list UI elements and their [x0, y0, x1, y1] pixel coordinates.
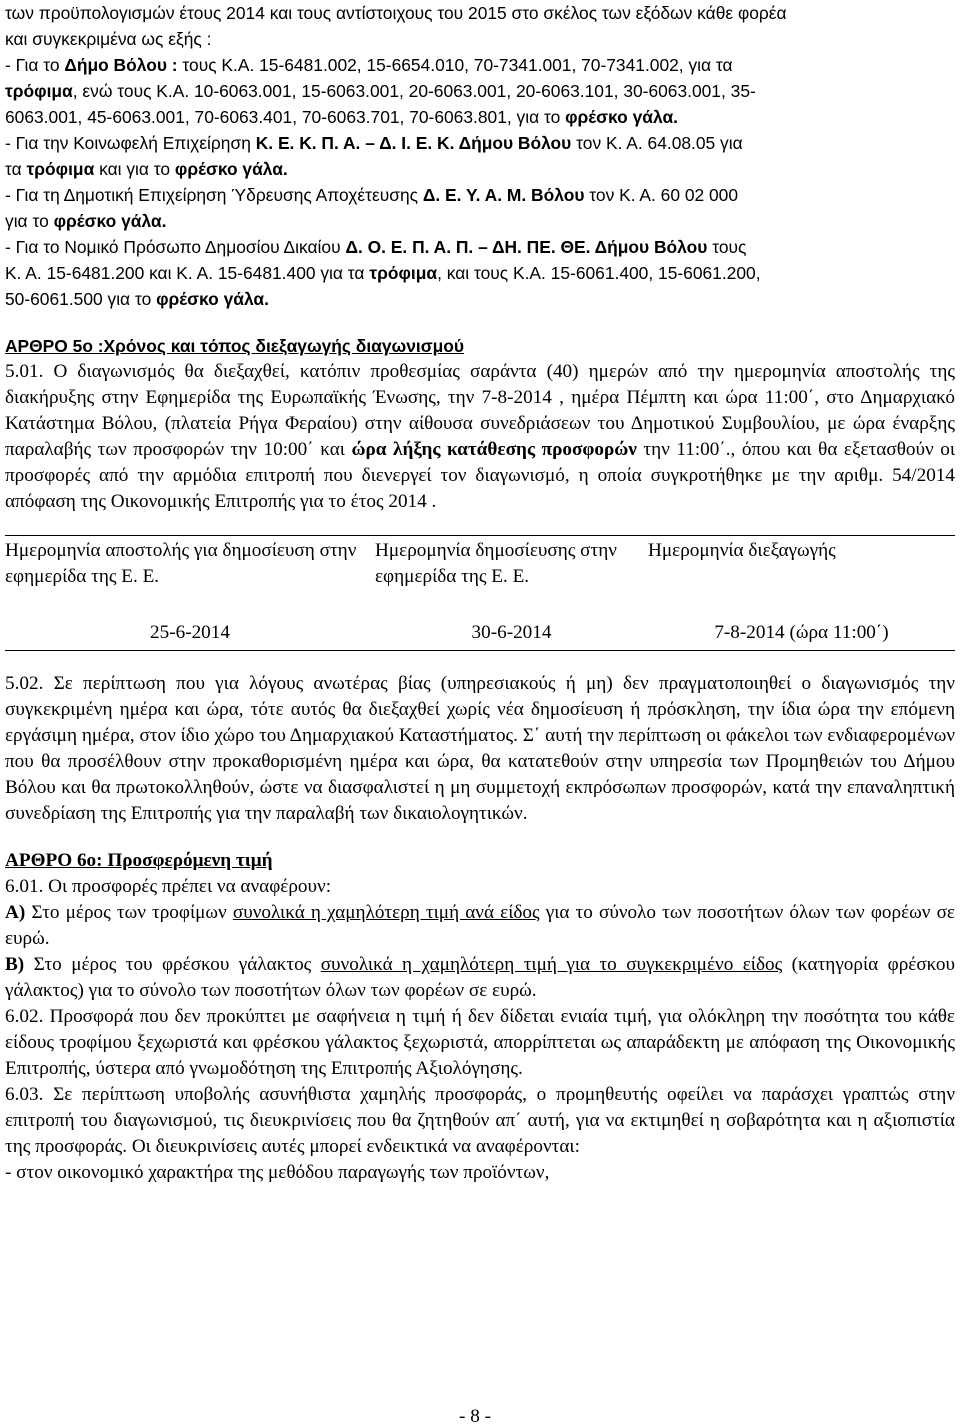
table-header: Ημερομηνία δημοσίευσης στην εφημερίδα της Ε. Ε.	[375, 536, 648, 591]
text-line: Κ. Α. 15-6481.200 και Κ. Α. 15-6481.400 για τα τρόφιμα, και τους Κ.Α. 15-6061.400, 15-6061.200,	[5, 263, 761, 283]
text-line: τα τρόφιμα και για το φρέσκο γάλα.	[5, 159, 288, 179]
text-line: - Για το Δήμο Βόλου : τους Κ.Α. 15-6481.002, 15-6654.010, 70-7341.001, 70-7341.002, για τα	[5, 55, 733, 75]
table-cell: 30-6-2014	[375, 590, 648, 651]
item-a: Α) Στο μέρος των τροφίμων συνολικά η χαμηλότερη τιμή ανά είδος για το σύνολο των ποσοτήτων όλων των φορέων σε ευρώ.	[5, 902, 955, 949]
table-cell: 7-8-2014 (ώρα 11:00΄)	[648, 590, 955, 651]
text-line: και συγκεκριμένα ως εξής :	[5, 29, 212, 49]
text-line: - Για το Νομικό Πρόσωπο Δημοσίου Δικαίου Δ. Ο. Ε. Π. Α. Π. – ΔΗ. ΠΕ. ΘΕ. Δήμου Βόλου τους	[5, 237, 747, 257]
article-6	[5, 848, 955, 1186]
dates-table	[5, 535, 955, 651]
text-line: των προϋπολογισμών έτους 2014 και τους αντίστοιχους του 2015 στο σκέλος των εξόδων κάθε φορέα	[5, 3, 787, 23]
table-header: Ημερομηνία αποστολής για δημοσίευση στην εφημερίδα της Ε. Ε.	[5, 536, 375, 591]
paragraph-6-02: 6.02. Προσφορά που δεν προκύπτει με σαφήνεια η τιμή ή δεν δίδεται ενιαία τιμή, για ολόκληρη την ποσότητα του κάθε είδους τροφίμου ξεχωριστά και φρέσκου γάλακτος ξεχωριστά, απορρίπτεται ως απαράδεκτη με απόφαση της Οικονομικής Επιτροπής, ύστερα από γνωμοδότηση της Επιτροπής Αξιολόγησης.	[5, 1006, 955, 1079]
article-5-heading: ΑΡΘΡΟ 5ο :Χρόνος και τόπος διεξαγωγής διαγωνισμού	[5, 336, 465, 356]
text-line: - Για την Κοινωφελή Επιχείρηση Κ. Ε. Κ. Π. Α. – Δ. Ι. Ε. Κ. Δήμου Βόλου τον Κ. Α. 64.08.05 για	[5, 133, 743, 153]
document-page	[5, 0, 955, 1186]
item-b: Β) Στο μέρος του φρέσκου γάλακτος συνολικά η χαμηλότερη τιμή για το συγκεκριμένο είδος (κατηγορία φρέσκου γάλακτος) για το σύνολο των ποσοτήτων όλων των φορέων σε ευρώ.	[5, 954, 956, 1001]
paragraph-last: - στον οικονομικό χαρακτήρα της μεθόδου παραγωγής των προϊόντων,	[5, 1162, 550, 1183]
page-number: - 8 -	[459, 1406, 491, 1427]
text-line: 6063.001, 45-6063.001, 70-6063.401, 70-6063.701, 70-6063.801, για το φρέσκο γάλα.	[5, 107, 678, 127]
table-cell: 25-6-2014	[5, 590, 375, 651]
paragraph-6-03: 6.03. Σε περίπτωση υποβολής ασυνήθιστα χαμηλής προσφοράς, ο προμηθευτής οφείλει να παράσχει γραπτώς στην επιτροπή του διαγωνισμού, τις διευκρινίσεις που θα ζητηθούν απ΄ αυτή, για να εκτιμηθεί η σοβαρότητα και η αξιοπιστία της προσφοράς. Οι διευκρινίσεις αυτές μπορεί ενδεικτικά να αναφέρονται:	[5, 1084, 955, 1157]
budget-lines	[5, 0, 955, 312]
article-6-heading: ΑΡΘΡΟ 6ο: Προσφερόμενη τιμή	[5, 850, 273, 871]
text-line: 50-6061.500 για το φρέσκο γάλα.	[5, 289, 269, 309]
table-header: Ημερομηνία διεξαγωγής	[648, 536, 955, 591]
paragraph-5-01: 5.01. Ο διαγωνισμός θα διεξαχθεί, κατόπιν προθεσμίας σαράντα (40) ημερών από την ημερομηνία αποστολής της διακήρυξης στην Εφημερίδα της Ευρωπαϊκής Ένωσης, την 7-8-2014 , ημέρα Πέμπτη και ώρα 11:00΄, στο Δημαρχιακό Κατάστημα Βόλου, (πλατεία Ρήγα Φεραίου) στην αίθουσα συνεδριάσεων του Δημοτικού Συμβουλίου, με ώρα έναρξης παραλαβής των προσφορών την 10:00΄ και ώρα λήξης κατάθεσης προσφορών την 11:00΄., όπου και θα εξετασθούν οι προσφορές από την αρμόδια επιτροπή που διενεργεί τον διαγωνισμό, η οποία συγκροτήθηκε με την αριθμ. 54/2014 απόφαση της Οικονομικής Επιτροπής για το έτος 2014 .	[5, 361, 955, 512]
article-5	[5, 333, 955, 827]
paragraph-5-02: 5.02. Σε περίπτωση που για λόγους ανωτέρας βίας (υπηρεσιακούς ή μη) δεν πραγματοποιηθεί ο διαγωνισμός την συγκεκριμένη ημέρα και ώρα, τότε αυτός θα διεξαχθεί χωρίς νέα δημοσίευση ή πρόσκληση, την ίδια ώρα την επόμενη εργάσιμη ημέρα, στον ίδιο χώρο του Δημαρχιακού Καταστήματος. Σ΄ αυτή την περίπτωση οι φάκελοι των ενδιαφερομένων που θα προσέλθουν στην προκαθορισμένη ημέρα και ώρα, θα κατατεθούν στην υπηρεσία των Προμηθειών του Δήμου Βόλου και θα πρωτοκολληθούν, ώστε να διασφαλιστεί η μη συμμετοχή εκπρόσωπων προσφορών, κατά την επαναληπτική συνεδρίαση της Επιτροπής για την παραλαβή των δικαιολογητικών.	[5, 673, 955, 824]
text-line: για το φρέσκο γάλα.	[5, 211, 167, 231]
text-line: τρόφιμα, ενώ τους Κ.Α. 10-6063.001, 15-6063.001, 20-6063.001, 20-6063.101, 30-6063.001, 35-	[5, 81, 756, 101]
paragraph-6-01: 6.01. Οι προσφορές πρέπει να αναφέρουν:	[5, 876, 332, 897]
text-line: - Για τη Δημοτική Επιχείρηση Ύδρευσης Αποχέτευσης Δ. Ε. Υ. Α. Μ. Βόλου τον Κ. Α. 60 02 000	[5, 185, 739, 205]
